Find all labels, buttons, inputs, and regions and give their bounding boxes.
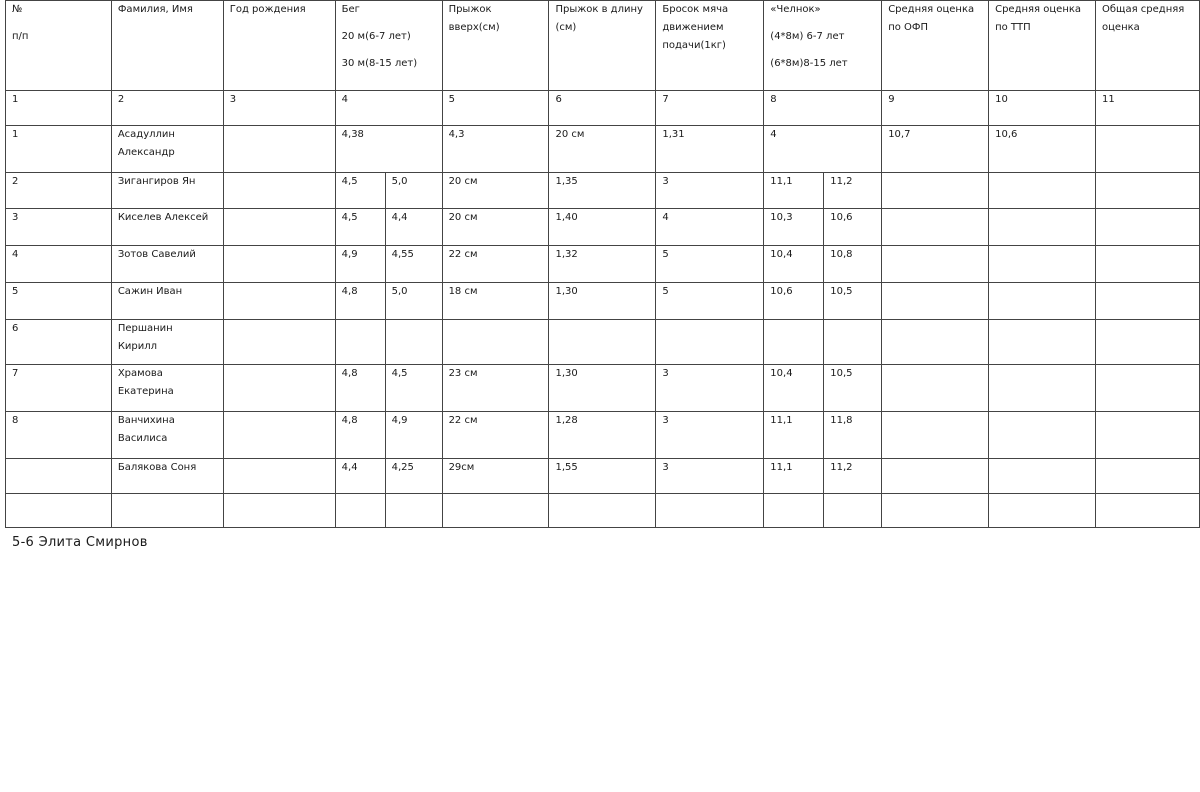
table-row: [6, 459, 1200, 494]
cell-total: [1096, 283, 1200, 320]
cell-throw: 3: [656, 173, 764, 209]
cell-name: Першанин Кирилл: [111, 320, 223, 365]
cell-jump-up: 4,3: [442, 126, 549, 173]
cell-jump-up: 23 см: [442, 365, 549, 412]
cell-jump-up: 20 см: [442, 173, 549, 209]
cell-run-1: 4,9: [335, 246, 385, 283]
cell-total: [1096, 173, 1200, 209]
cell-ofp: [882, 365, 989, 412]
cell-birth: [223, 246, 335, 283]
cell-birth: [223, 173, 335, 209]
cell-shuttle-1: 11,1: [764, 412, 824, 459]
cell-shuttle-1: 10,6: [764, 283, 824, 320]
empty-cell: [824, 494, 882, 528]
cell-total: [1096, 209, 1200, 246]
header-total: Общая средняя оценка: [1096, 1, 1200, 91]
empty-cell: [6, 494, 112, 528]
empty-cell: [1096, 494, 1200, 528]
cell-run-1: 4,5: [335, 209, 385, 246]
cell-total: [1096, 320, 1200, 365]
header-ofp: Средняя оценка по ОФП: [882, 1, 989, 91]
empty-cell: [111, 494, 223, 528]
cell-shuttle-2: 11,2: [824, 173, 882, 209]
cell-shuttle-2: 10,5: [824, 365, 882, 412]
cell-num: 1: [6, 126, 112, 173]
cell-shuttle-1: [764, 320, 824, 365]
cell-run-1: 4,8: [335, 412, 385, 459]
cell-run-2: 4,9: [385, 412, 442, 459]
results-table: [5, 0, 1200, 528]
cell-num: 7: [6, 365, 112, 412]
cell-jump-long: 1,28: [549, 412, 656, 459]
cell-jump-up: [442, 320, 549, 365]
cell-shuttle-1: 11,1: [764, 173, 824, 209]
cell-ttp: 10,6: [989, 126, 1096, 173]
cell-ttp: [989, 365, 1096, 412]
cell-total: [1096, 365, 1200, 412]
empty-cell: [549, 494, 656, 528]
column-number: 4: [335, 91, 442, 126]
cell-shuttle-1: 10,4: [764, 365, 824, 412]
empty-cell: [656, 494, 764, 528]
table-row: [6, 173, 1200, 209]
cell-ofp: [882, 320, 989, 365]
group-caption: 5-6 Элита Смирнов: [12, 535, 148, 550]
cell-throw: 3: [656, 459, 764, 494]
cell-shuttle-2: 10,8: [824, 246, 882, 283]
header-throw: Бросок мяча движением подачи(1кг): [656, 1, 764, 91]
column-number: 9: [882, 91, 989, 126]
header-jump-long: Прыжок в длину (см): [549, 1, 656, 91]
cell-shuttle: 4: [764, 126, 882, 173]
cell-jump-long: [549, 320, 656, 365]
cell-ttp: [989, 246, 1096, 283]
cell-run-2: 5,0: [385, 283, 442, 320]
cell-throw: 1,31: [656, 126, 764, 173]
cell-run-2: 4,25: [385, 459, 442, 494]
cell-birth: [223, 365, 335, 412]
cell-throw: 4: [656, 209, 764, 246]
table-row: [6, 283, 1200, 320]
cell-jump-long: 1,30: [549, 365, 656, 412]
cell-num: 3: [6, 209, 112, 246]
header-run: Бег 20 м(6-7 лет) 30 м(8-15 лет): [335, 1, 442, 91]
column-number: 5: [442, 91, 549, 126]
cell-shuttle-2: 10,6: [824, 209, 882, 246]
cell-name: Балякова Соня: [111, 459, 223, 494]
cell-jump-up: 20 см: [442, 209, 549, 246]
header-row: [6, 1, 1200, 91]
cell-birth: [223, 320, 335, 365]
cell-ttp: [989, 173, 1096, 209]
cell-ttp: [989, 320, 1096, 365]
cell-total: [1096, 459, 1200, 494]
cell-jump-long: 1,32: [549, 246, 656, 283]
cell-run-2: 5,0: [385, 173, 442, 209]
cell-num: 5: [6, 283, 112, 320]
cell-throw: 5: [656, 283, 764, 320]
cell-num: 4: [6, 246, 112, 283]
cell-jump-long: 1,35: [549, 173, 656, 209]
table-row: [6, 412, 1200, 459]
cell-num: 2: [6, 173, 112, 209]
cell-jump-long: 20 см: [549, 126, 656, 173]
cell-num: 6: [6, 320, 112, 365]
cell-ttp: [989, 459, 1096, 494]
cell-total: [1096, 246, 1200, 283]
cell-shuttle-2: [824, 320, 882, 365]
cell-run-1: 4,8: [335, 365, 385, 412]
cell-jump-up: 18 см: [442, 283, 549, 320]
empty-row: [6, 494, 1200, 528]
table-row: [6, 365, 1200, 412]
column-number: 6: [549, 91, 656, 126]
cell-run-2: [385, 320, 442, 365]
empty-cell: [882, 494, 989, 528]
cell-name: Сажин Иван: [111, 283, 223, 320]
cell-shuttle-1: 10,3: [764, 209, 824, 246]
cell-throw: [656, 320, 764, 365]
cell-name: Киселев Алексей: [111, 209, 223, 246]
column-number: 3: [223, 91, 335, 126]
cell-name: Ванчихина Василиса: [111, 412, 223, 459]
column-number: 2: [111, 91, 223, 126]
column-number: 10: [989, 91, 1096, 126]
header-shuttle: «Челнок» (4*8м) 6-7 лет (6*8м)8-15 лет: [764, 1, 882, 91]
cell-run-1: [335, 320, 385, 365]
cell-shuttle-2: 11,2: [824, 459, 882, 494]
cell-run: 4,38: [335, 126, 442, 173]
empty-cell: [335, 494, 385, 528]
cell-total: [1096, 412, 1200, 459]
cell-ofp: [882, 412, 989, 459]
cell-birth: [223, 209, 335, 246]
cell-name: Асадуллин Александр: [111, 126, 223, 173]
cell-name: Зигангиров Ян: [111, 173, 223, 209]
cell-num: [6, 459, 112, 494]
cell-run-1: 4,5: [335, 173, 385, 209]
empty-cell: [989, 494, 1096, 528]
table-row: [6, 320, 1200, 365]
cell-birth: [223, 283, 335, 320]
cell-num: 8: [6, 412, 112, 459]
cell-run-1: 4,4: [335, 459, 385, 494]
cell-ttp: [989, 412, 1096, 459]
header-birth: Год рождения: [223, 1, 335, 91]
cell-ofp: 10,7: [882, 126, 989, 173]
cell-shuttle-1: 11,1: [764, 459, 824, 494]
header-ttp: Средняя оценка по ТТП: [989, 1, 1096, 91]
empty-cell: [442, 494, 549, 528]
cell-run-2: 4,5: [385, 365, 442, 412]
cell-jump-long: 1,55: [549, 459, 656, 494]
cell-ofp: [882, 246, 989, 283]
empty-cell: [223, 494, 335, 528]
cell-ofp: [882, 209, 989, 246]
cell-jump-long: 1,40: [549, 209, 656, 246]
header-name: Фамилия, Имя: [111, 1, 223, 91]
column-number: 7: [656, 91, 764, 126]
header-num: № п/п: [6, 1, 112, 91]
column-number: 1: [6, 91, 112, 126]
cell-throw: 3: [656, 412, 764, 459]
cell-ofp: [882, 173, 989, 209]
empty-cell: [385, 494, 442, 528]
cell-ttp: [989, 209, 1096, 246]
column-number: 8: [764, 91, 882, 126]
cell-jump-up: 29см: [442, 459, 549, 494]
cell-ofp: [882, 459, 989, 494]
cell-ofp: [882, 283, 989, 320]
cell-name: Зотов Савелий: [111, 246, 223, 283]
cell-total: [1096, 126, 1200, 173]
cell-jump-up: 22 см: [442, 246, 549, 283]
column-number-row: [6, 91, 1200, 126]
cell-run-2: 4,4: [385, 209, 442, 246]
cell-throw: 3: [656, 365, 764, 412]
cell-birth: [223, 459, 335, 494]
column-number: 11: [1096, 91, 1200, 126]
cell-birth: [223, 412, 335, 459]
cell-shuttle-1: 10,4: [764, 246, 824, 283]
cell-jump-up: 22 см: [442, 412, 549, 459]
empty-cell: [764, 494, 824, 528]
table-row: [6, 126, 1200, 173]
cell-ttp: [989, 283, 1096, 320]
table-row: [6, 246, 1200, 283]
cell-shuttle-2: 11,8: [824, 412, 882, 459]
cell-run-1: 4,8: [335, 283, 385, 320]
cell-run-2: 4,55: [385, 246, 442, 283]
cell-jump-long: 1,30: [549, 283, 656, 320]
cell-name: Храмова Екатерина: [111, 365, 223, 412]
cell-shuttle-2: 10,5: [824, 283, 882, 320]
cell-throw: 5: [656, 246, 764, 283]
header-jump-up: Прыжок вверх(см): [442, 1, 549, 91]
cell-birth: [223, 126, 335, 173]
table-row: [6, 209, 1200, 246]
